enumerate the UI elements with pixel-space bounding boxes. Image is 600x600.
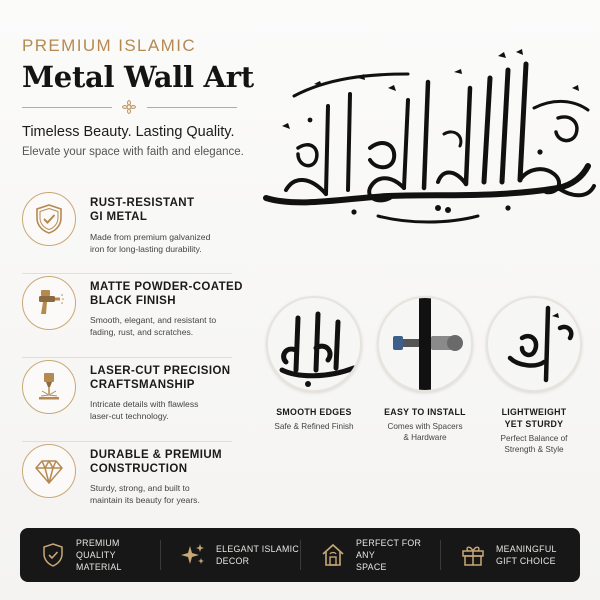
detail-photo <box>486 296 582 392</box>
diamond-icon <box>32 454 66 488</box>
spray-gun-icon <box>32 286 66 320</box>
benefit-item <box>160 528 300 582</box>
feature-item <box>22 274 243 358</box>
sub-tagline: Elevate your space with faith and elegance. <box>22 146 244 158</box>
laser-cutter-icon <box>32 370 66 404</box>
feature-title: DURABLE & PREMIUM CONSTRUCTION <box>90 449 223 475</box>
feature-item <box>22 442 232 526</box>
shield-check-icon <box>40 542 66 568</box>
tagline: Timeless Beauty. Lasting Quality. <box>22 124 235 140</box>
benefit-item <box>20 528 160 582</box>
detail-easy-install <box>377 296 473 443</box>
detail-subtitle: Comes with Spacers & Hardware <box>387 422 463 442</box>
detail-title: SMOOTH EDGES <box>276 407 352 417</box>
feature-title: RUST-RESISTANT GI METAL <box>90 197 195 223</box>
spacer-hardware-image <box>379 298 473 392</box>
benefit-label: PERFECT FOR ANY SPACE <box>356 538 422 572</box>
detail-subtitle: Perfect Balance of Strength & Style <box>500 434 568 454</box>
benefit-label: PREMIUM QUALITY MATERIAL <box>76 538 122 572</box>
calligraphy-closeup-image <box>268 298 362 392</box>
feature-desc: Sturdy, strong, and built to maintain its beauty for years. <box>90 483 200 505</box>
gift-icon <box>460 542 486 568</box>
detail-subtitle: Safe & Refined Finish <box>274 422 354 431</box>
benefit-item <box>300 528 440 582</box>
feature-icon-circle <box>22 276 76 330</box>
calligraphy-profile-image <box>488 298 582 392</box>
detail-title: LIGHTWEIGHT YET STURDY <box>501 407 567 429</box>
detail-title: EASY TO INSTALL <box>384 407 466 417</box>
feature-desc: Made from premium galvanized iron for long-lasting durability. <box>90 232 211 254</box>
benefit-label: ELEGANT ISLAMIC DECOR <box>216 544 300 566</box>
feature-item <box>22 358 232 442</box>
house-icon <box>320 542 346 568</box>
eyebrow-text: PREMIUM ISLAMIC <box>22 36 197 55</box>
detail-lightweight <box>486 296 582 455</box>
benefit-label: MEANINGFUL GIFT CHOICE <box>496 544 557 566</box>
benefits-bar <box>20 528 580 582</box>
feature-icon-circle <box>22 192 76 246</box>
feature-item <box>22 190 232 274</box>
flower-ornament-icon <box>122 100 136 114</box>
feature-title: LASER-CUT PRECISION CRAFTSMANSHIP <box>90 365 231 391</box>
feature-desc: Smooth, elegant, and resistant to fading, rust, and scratches. <box>90 315 217 337</box>
detail-photo <box>266 296 362 392</box>
ornament-divider <box>22 100 237 114</box>
calligraphy-artwork <box>258 48 598 238</box>
feature-title: MATTE POWDER-COATED BLACK FINISH <box>90 281 243 307</box>
feature-icon-circle <box>22 360 76 414</box>
sparkles-icon <box>180 542 206 568</box>
shield-check-icon <box>32 202 66 236</box>
header-block <box>22 36 254 158</box>
feature-list <box>22 190 243 526</box>
feature-icon-circle <box>22 444 76 498</box>
benefit-item <box>440 528 580 582</box>
page-title: Metal Wall Art <box>22 60 254 94</box>
feature-desc: Intricate details with flawless laser-cut technology. <box>90 399 199 421</box>
detail-smooth-edges <box>266 296 362 432</box>
detail-photo <box>377 296 473 392</box>
